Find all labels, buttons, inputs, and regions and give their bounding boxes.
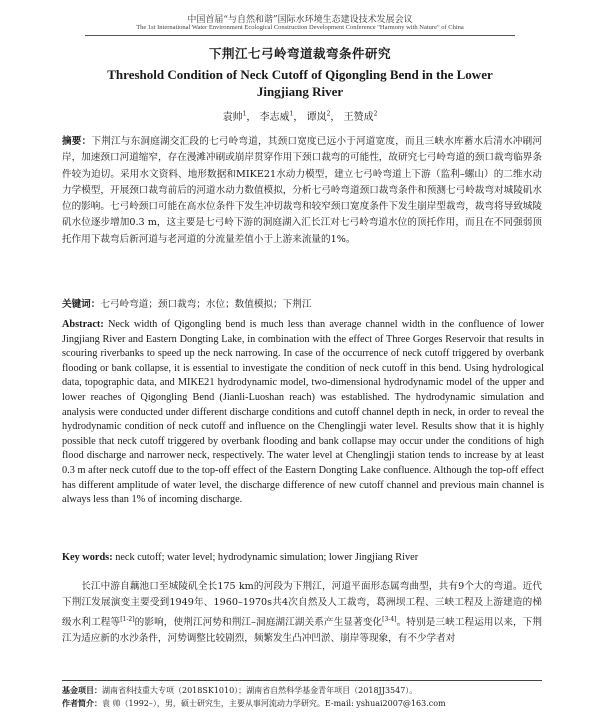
intro-text-a: 长江中游自藕池口至城陵矶全长175 km的河段为下荆江，河道平面形态属弯曲型，共有9个大的弯道。近代下荆江发展演变主要受到1949年、1960–1970s共4次自然及人工裁弯，葛洲坝工程、三峡工程及上游建造的梯级水利工程等 xyxy=(62,581,542,628)
abstract-en-text: Neck width of Qigongling bend is much less than average channel width in the confluence of lower Jingjiang River and Eastern Dongting Lake, in combination with the effect of Three Gorges Reservoir that results in scouring riverbanks to speed up the neck narrowing. In case of the occurrence of neck cutoff triggered by overbank flooding or bank collapse, it is essential to investigate the condition of neck cutoff in this bend. Using hydrological data, topographic data, and MIKE21 hydrodynamic model, two-dimensional hydrodynamic model of the upper and lower reaches of Qigongling Bend (Jianli-Luoshan reach) was established. The hydrodynamic simulation and analysis were conducted under different discharge conditions and cutoff channel depth in neck, in order to reveal the hydrodynamic condition of neck cutoff and influence on the Chenglingji water level. Results show that it is highly possible that neck cutoff triggered by overbank flooding and bank collapse may occur under the conditions of high flood discharge and narrower neck, respectively. The water level at Chenglingji station tends to increase by at least 0.3 m after neck cutoff due to the top-off effect of the Eastern Dongting Lake confluence. Although the top-off effect has different amplitude of water level, the discharge difference of new cutoff channel and previous main channel is always less than 1% of incoming discharge. xyxy=(62,319,544,506)
author-affiliation-mark: 2 xyxy=(373,110,378,118)
author-name: 袁帅 xyxy=(222,112,243,123)
header-rule xyxy=(85,35,515,36)
funding-note xyxy=(62,685,542,696)
keywords-en-text: neck cutoff; water level; hydrodynamic simulation; lower Jingjiang River xyxy=(115,552,419,563)
intro-paragraph xyxy=(62,579,542,647)
abstract-cn-text: 下荆江与东洞庭湖交汇段的七弓岭弯道，其颈口宽度已远小于河道宽度，而且三峡水库蓄水后清水冲刷河岸，加速颈口河道缩窄，存在漫滩冲刷或崩岸贯穿作用下颈口裁弯的可能性，故研究七弓岭弯道的颈口裁弯临界条件较为迫切。采用水文资料、地形数据和MIKE21水动力模型，建立七弓岭弯道上下游（监利–螺山）的二维水动力学模型，开展颈口裁弯前后的河道水动力数值模拟，分析七弓岭弯道颈口裁弯条件和预测七弓岭裁弯对城陵矶水位的影响。七弓岭颈口可能在高水位条件下发生冲切裁弯和较窄颈口宽度条件下发生崩岸型裁弯，裁弯将导致城陵矶水位逐步增加0.3 m，这主要是七弓岭下游的洞庭湖入汇长江对七弓岭弯道水位的顶托作用，而且在不同强弱顶托作用下裁弯后新河道与老河道的分流量差值小于上游来流量的1%。 xyxy=(62,136,543,245)
abstract-en xyxy=(62,318,544,508)
abstract-cn-label: 摘要： xyxy=(62,136,92,147)
keywords-cn-label: 关键词： xyxy=(62,299,101,310)
author-list xyxy=(0,108,600,123)
keywords-en xyxy=(62,551,542,565)
author-separator: ， xyxy=(246,112,257,123)
author-affiliation-mark: 2 xyxy=(326,110,331,118)
funding-text: 湖南省科技重大专项（2018SK1010）；湖南省自然科学基金青年项目（2018JJ3547）。 xyxy=(102,686,418,695)
paper-title-en: Threshold Condition of Neck Cutoff of Qigongling Bend in the Lower Jingjiang River xyxy=(107,67,493,99)
keywords-en-label: Key words: xyxy=(62,552,113,563)
conference-title-en: The 1st International Water Environment Ecological Construction Development Conference "Harmony with Nature" of China xyxy=(136,24,464,31)
author-affiliation-mark: 1 xyxy=(289,110,294,118)
author-separator: ， xyxy=(293,112,304,123)
intro-text-c: 。特别是三峡工程运用以来，下荆江为适应新的水沙条件，河势调整比较剧烈，频繁发生凸冲凹淤、崩岸等现象，有不少学者对 xyxy=(62,616,543,645)
citation-ref: [1-2] xyxy=(120,615,135,623)
paper-title-cn: 下荆江七弓岭弯道裁弯条件研究 xyxy=(208,46,391,61)
abstract-cn xyxy=(62,134,542,248)
author-bio-note xyxy=(62,698,542,709)
author-name: 王赞成 xyxy=(343,112,374,123)
author-name: 李志威 xyxy=(259,112,290,123)
abstract-en-label: Abstract: xyxy=(62,319,104,330)
funding-label: 基金项目： xyxy=(62,685,102,695)
author-affiliation-mark: 1 xyxy=(242,110,247,118)
citation-ref: [3-4] xyxy=(382,615,397,623)
author-separator: ， xyxy=(330,112,341,123)
author-bio-text: 袁 帅（1992–），男，硕士研究生，主要从事河流动力学研究。E-mail: yshuai2007@163.com xyxy=(102,699,446,708)
keywords-cn xyxy=(62,297,542,313)
conference-title-cn: 中国首届“与自然和谐”国际水环境生态建设技术发展会议 xyxy=(187,15,413,25)
author-bio-label: 作者简介： xyxy=(62,698,102,708)
footnote-rule xyxy=(62,680,542,681)
keywords-cn-text: 七弓岭弯道；颈口裁弯；水位；数值模拟；下荆江 xyxy=(100,299,312,310)
author-name: 谭岚 xyxy=(306,112,327,123)
intro-text-b: 的影响，使荆江河势和荆江–洞庭湖江湖关系产生显著变化 xyxy=(134,616,383,628)
